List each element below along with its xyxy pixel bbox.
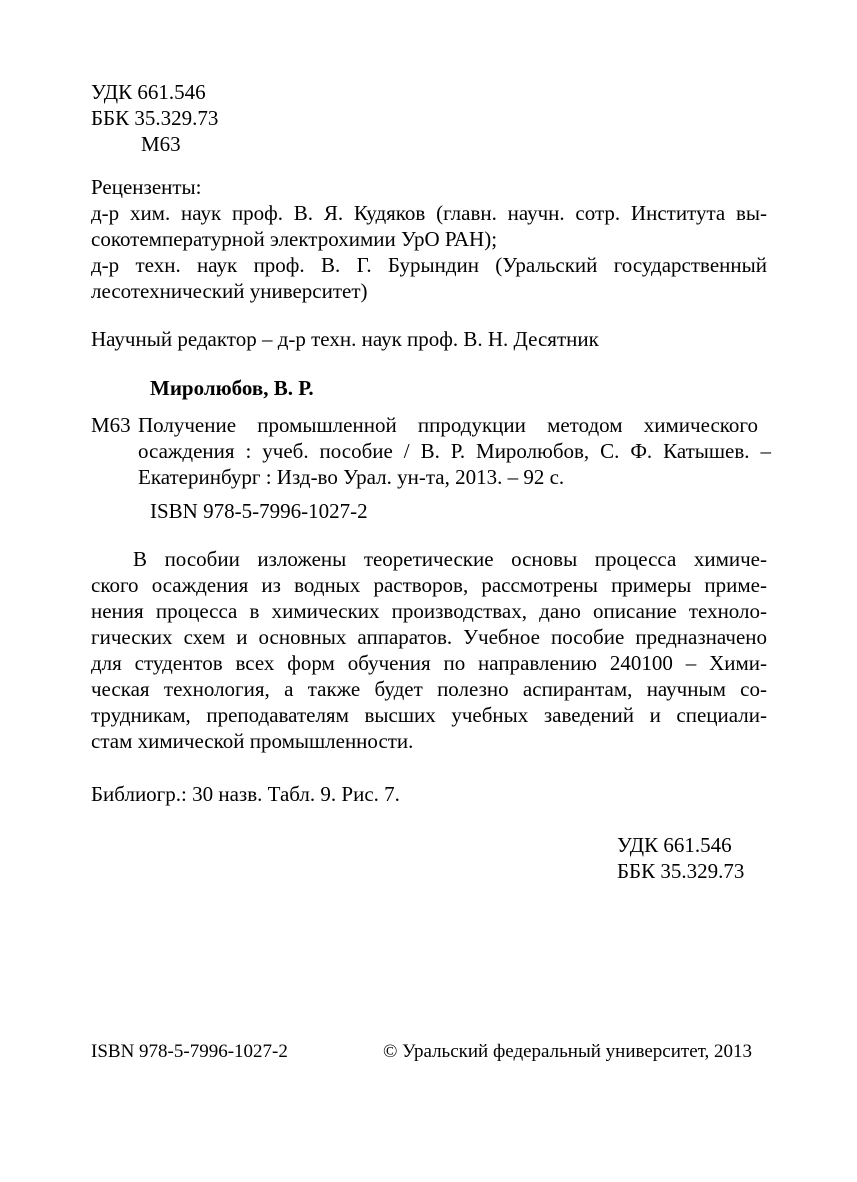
bbk-code: ББК 35.329.73	[91, 106, 219, 130]
bibliography-info: Библиогр.: 30 назв. Табл. 9. Рис. 7.	[91, 782, 400, 806]
classification-bbk: ББК 35.329.73	[617, 859, 745, 883]
reviewer-2-line-2: лесотехнический университет)	[91, 279, 368, 303]
footer-copyright: © Уральский федеральный университет, 2013	[383, 1041, 752, 1062]
reviewer-1-line-1: д-р хим. наук проф. В. Я. Кудяков (главн. научн. сотр. Института вы-	[91, 201, 767, 225]
abstract-line-3: нения процесса в химических производствах, дано описание техноло-	[91, 599, 767, 623]
catalog-mark: М63	[91, 413, 131, 437]
reviewer-1-line-2: сокотемпературной электрохимии УрО РАН);	[91, 227, 498, 251]
catalog-line-1: Получение промышленной ппродукции методом химического	[138, 413, 758, 437]
scientific-editor: Научный редактор – д-р техн. наук проф. В. Н. Десятник	[91, 327, 599, 351]
udk-code: УДК 661.546	[91, 80, 206, 104]
reviewers-title: Рецензенты:	[91, 175, 202, 199]
footer-isbn: ISBN 978-5-7996-1027-2	[91, 1041, 288, 1062]
catalog-isbn: ISBN 978-5-7996-1027-2	[150, 499, 368, 523]
reviewer-2-line-1: д-р техн. наук проф. В. Г. Бурындин (Уральский государственный	[91, 253, 767, 277]
abstract-line-7: трудникам, преподавателям высших учебных заведений и специали-	[91, 703, 767, 727]
abstract-line-8: стам химической промышленности.	[91, 729, 414, 753]
catalog-author: Миролюбов, В. Р.	[150, 376, 314, 400]
author-mark: М63	[141, 132, 181, 156]
abstract-line-6: ческая технология, а также будет полезно аспирантам, научным со-	[91, 677, 767, 701]
catalog-line-2: осаждения : учеб. пособие / В. Р. Миролюбов, С. Ф. Катышев. –	[138, 439, 771, 463]
abstract-line-1: В пособии изложены теоретические основы процесса химиче-	[133, 547, 767, 571]
abstract-line-2: ского осаждения из водных растворов, рассмотрены примеры приме-	[91, 573, 767, 597]
abstract-line-4: гических схем и основных аппаратов. Учебное пособие предназначено	[91, 625, 767, 649]
abstract-line-5: для студентов всех форм обучения по направлению 240100 – Хими-	[91, 651, 767, 675]
classification-udk: УДК 661.546	[617, 833, 732, 857]
catalog-line-3: Екатеринбург : Изд-во Урал. ун-та, 2013. – 92 с.	[138, 465, 565, 489]
